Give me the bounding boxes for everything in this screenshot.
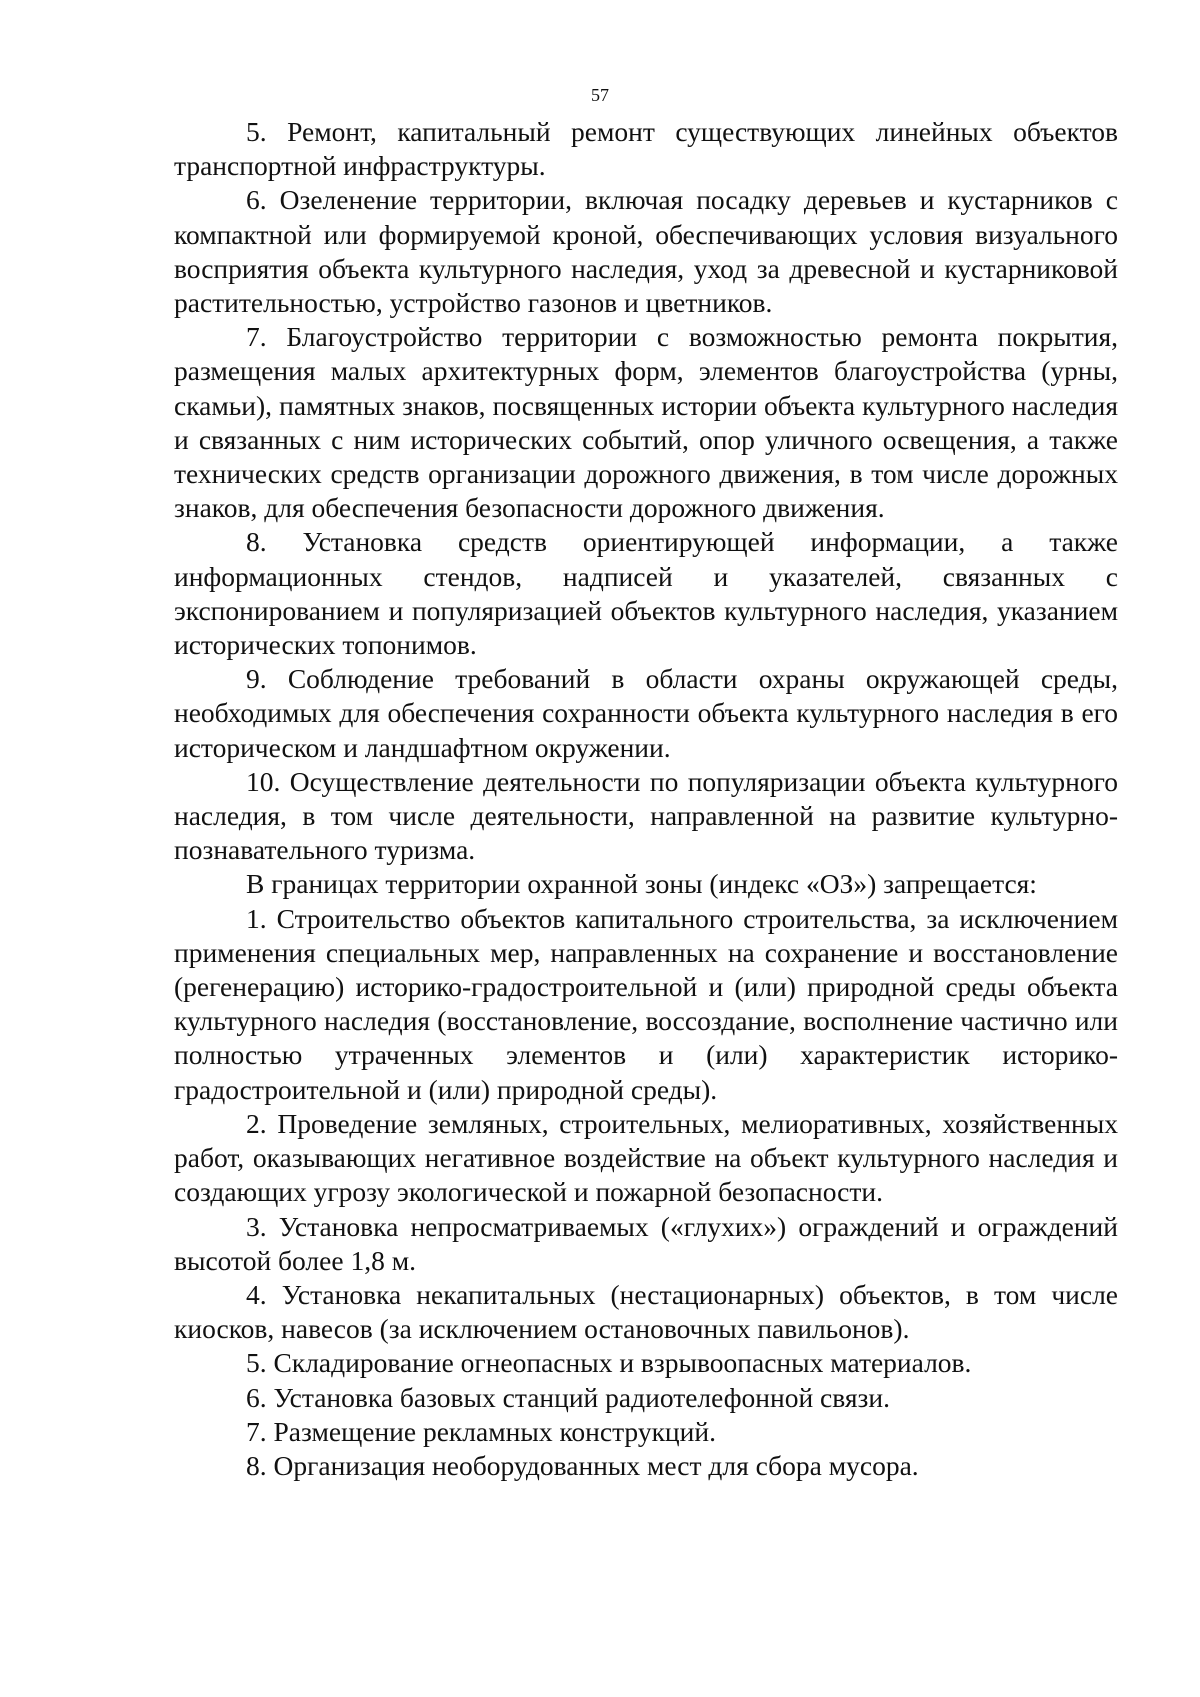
paragraph-prohibitions-heading: В границах территории охранной зоны (индекс «ОЗ») запрещается: — [246, 868, 1037, 900]
paragraph-prohibited-advertising: 7. Размещение рекламных конструкций. — [246, 1415, 716, 1447]
paragraph-prohibited-construction: 1. Строительство объектов капитального строительства, за исключением применения специальных мер, направленных на сохранение и восстановление (регенерацию) историко-градостроительной и (или) природной среды объекта культурного наследия (восстановление, воссоздание, восполнение частично или полностью утраченных элементов и (или) характеристик историко-градостроительной и (или) природной среды). — [174, 902, 1118, 1105]
paragraph-prohibited-base-stations: 6. Установка базовых станций радиотелефонной связи. — [246, 1381, 890, 1413]
document-body — [174, 115, 1118, 1483]
paragraph-prohibited-waste-sites: 8. Организация необорудованных мест для сбора мусора. — [246, 1449, 919, 1481]
paragraph-environmental-requirements: 9. Соблюдение требований в области охраны окружающей среды, необходимых для обеспечения сохранности объекта культурного наследия в его историческом и ландшафтном окружении. — [174, 663, 1118, 763]
paragraph-prohibited-works: 2. Проведение земляных, строительных, мелиоративных, хозяйственных работ, оказывающих негативное воздействие на объект культурного наследия и создающих угрозу экологической и пожарной безопасности. — [174, 1107, 1118, 1208]
paragraph-prohibited-temporary-objects: 4. Установка некапитальных (нестационарных) объектов, в том числе киосков, навесов (за исключением остановочных павильонов). — [174, 1278, 1118, 1345]
paragraph-popularization-activity: 10. Осуществление деятельности по популяризации объекта культурного наследия, в том числе деятельности, направленной на развитие культурно-познавательного туризма. — [174, 765, 1118, 866]
paragraph-prohibited-fences: 3. Установка непросматриваемых («глухих») ограждений и ограждений высотой более 1,8 м. — [174, 1210, 1118, 1276]
page-number: 57 — [591, 85, 609, 105]
paragraph-prohibited-storage: 5. Складирование огнеопасных и взрывоопасных материалов. — [246, 1347, 972, 1379]
paragraph-orientation-information: 8. Установка средств ориентирующей информации, а также информационных стендов, надписей и указателей, связанных с экспонированием и популяризацией объектов культурного наследия, указанием исторических топонимов. — [174, 526, 1118, 661]
paragraph-landscaping: 6. Озеленение территории, включая посадку деревьев и кустарников с компактной или формируемой кроной, обеспечивающих условия визуального восприятия объекта культурного наследия, уход за древесной и кустарниковой растительностью, устройство газонов и цветников. — [174, 184, 1118, 319]
paragraph-territory-improvement: 7. Благоустройство территории с возможностью ремонта покрытия, размещения малых архитектурных форм, элементов благоустройства (урны, скамьи), памятных знаков, посвященных истории объекта культурного наследия и связанных с ним исторических событий, опор уличного освещения, а также технических средств организации дорожного движения, в том числе дорожных знаков, для обеспечения безопасности дорожного движения. — [174, 321, 1118, 524]
paragraph-repair-linear-objects: 5. Ремонт, капитальный ремонт существующих линейных объектов транспортной инфраструктуры. — [174, 116, 1118, 182]
